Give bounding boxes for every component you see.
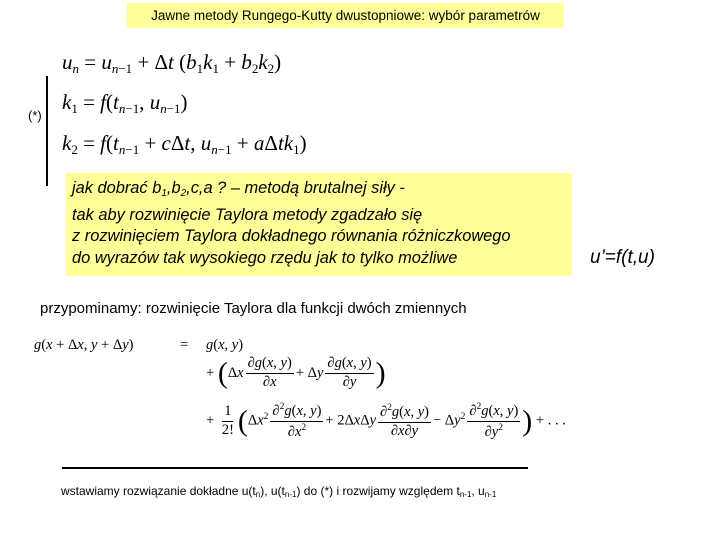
method-note xyxy=(66,173,572,276)
taylor-term2: + $\frac{1}{2!}$ ($\Delta x^2$ $\frac{\partial^2g(x, y)}{\partial x^2}$ + 2ΔxΔy $\frac{\partial^2g(x, y)}{\partial x\partial y}$ − $\Delta y^2$ $\frac{\partial^2g(x, y)}{\partial y^2}$ ) + . . . xyxy=(206,402,566,440)
taylor-equals: = xyxy=(180,337,189,353)
slide-title: Jawne metody Rungego-Kutty dwustopniowe: wybór parametrów xyxy=(127,3,564,28)
equation-k1: $k_1 = f(t_{n-1}$, $u_{n-1}$) xyxy=(62,90,188,116)
star-label: (*) xyxy=(28,108,42,123)
taylor-term0: g(x, y) xyxy=(206,337,244,353)
equation-bracket xyxy=(46,76,48,186)
ode-label: u’=f(t,u) xyxy=(590,247,655,268)
taylor-lhs: g(x + Δx, y + Δy) xyxy=(34,337,134,353)
equation-k2: $k_2 = f(t_{n-1} + c\Delta t$, $u_{n-1} + a\Delta tk_1$) xyxy=(62,131,307,157)
equation-un: $u_n = u_{n-1} + \Delta t$ $(b_1k_1 + b_2k_2)$ xyxy=(62,50,282,76)
bottom-note: wstawiamy rozwiązanie dokładne $u(t_n)$, $u(t_{n-1})$ do (*) i rozwijamy względem $t_{n-1}$, $u_{n-1}$ xyxy=(61,484,497,499)
taylor-reminder: przypominamy: rozwinięcie Taylora dla funkcji dwóch zmiennych xyxy=(40,300,467,317)
divider-line xyxy=(62,467,528,469)
note-line-3: z rozwinięciem Taylora dokładnego równania różniczkowego xyxy=(72,227,511,246)
note-line-4: do wyrazów tak wysokiego rzędu jak to tylko możliwe xyxy=(72,248,458,267)
note-line-1: jak dobrać $b_1,b_2,c,a$ ? – metodą brutalnej siły - xyxy=(72,179,405,199)
note-line-2: tak aby rozwinięcie Taylora metody zgadzało się xyxy=(72,205,423,224)
taylor-term1: + (Δx $\frac{\partial g(x, y)}{\partial x}$ + Δy $\frac{\partial g(x, y)}{\partial y}$ ) xyxy=(206,355,386,390)
